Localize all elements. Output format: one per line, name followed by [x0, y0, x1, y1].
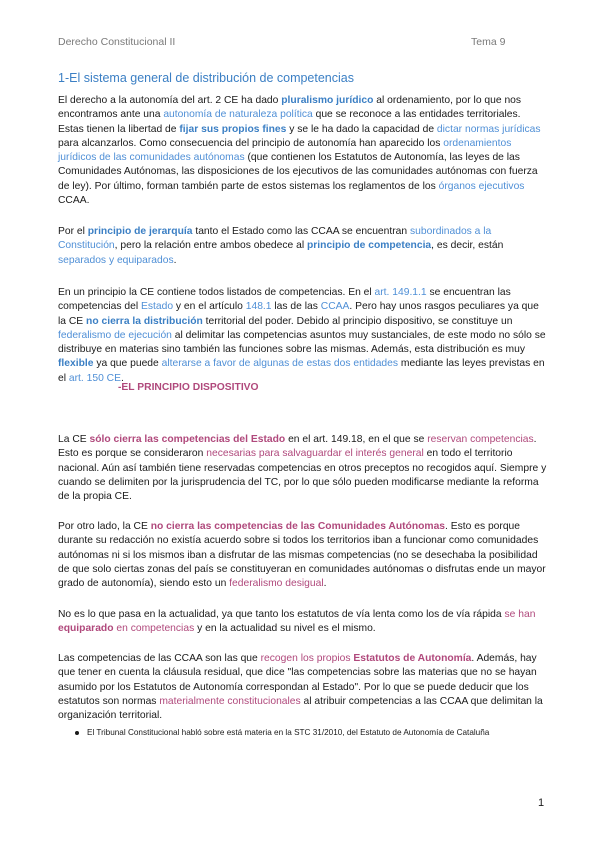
- paragraph-actualidad: No es lo que pasa en la actualidad, ya que tanto los estatutos de vía lenta como los de vía rápida se han equiparado en competencias y en la actualidad su nivel es el mismo.: [58, 609, 536, 635]
- paragraph-competencias-ccaa: Las competencias de las CCAA son las que recogen los propios Estatutos de Autonomía. Además, hay que tener en cuenta la cláusula residual, que dice "las competencias sobre las materias que no se hayan asumido por los Estatutos de Autonomía correspondan al Estado". Por lo que se puede deducir que los estatutos son normas materialmente constitucionales al atribuir competencias a las CCAA que delimitan la organización territorial.: [58, 653, 543, 722]
- paragraph-no-cierra-ccaa: Por otro lado, la CE no cierra las competencias de las Comunidades Autónomas. Esto es porque durante su redacción no existía acuerdo sobre si todos los territorios iban a funcionar como comunidades autónomas ni si los mismos iban a disfrutar de las mismas competencias (no se desechaba la posibilidad de que solo ciertas zonas del país se constituyeran en comunidades autónomas o disfrutas ende un mayor grado de autonomía), siendo esto un federalismo desigual.: [58, 521, 546, 590]
- page-number: 1: [538, 797, 545, 809]
- subsection-title: -EL PRINCIPIO DISPOSITIVO: [118, 382, 259, 393]
- paragraph-cierra-estado: La CE sólo cierra las competencias del Estado en el art. 149.18, en el que se reservan competencias. Esto es porque se consideraron necesarias para salvaguardar el interés general en todo el territorio nacional. Aún así también tiene reservadas competencias en otros preceptos no recogidos aquí. Siempre y cuando se delimiten por la jurisprudencia del TC, por lo que sólo pueden modificarse mediante la reforma de la propia CE.: [58, 434, 547, 503]
- section-title: 1-El sistema general de distribución de competencias: [58, 71, 354, 85]
- bullet-list-item: El Tribunal Constitucional habló sobre está materia en la STC 31/2010, del Estatuto de Autonomía de Cataluña: [75, 727, 555, 738]
- bullet-dot-icon: [75, 731, 79, 735]
- paragraph-autonomia: El derecho a la autonomía del art. 2 CE ha dado pluralismo jurídico al ordenamiento, por lo que nos encontramos ante una autonomía de naturaleza política que se reconoce a las entidades territoriales. Estas tienen la libertad de fijar sus propios fines y se le ha dado la capacidad de dictar normas jurídicas para alcanzarlos. Como consecuencia del principio de autonomía han aparecido los ordenamientos jurídicos de las comunidades autónomas (que contienen los Estatutos de Autonomía, las leyes de las Comunidades Autónomas, las disposiciones de los ejecutivos de las comunidades autónomas con fuerza de ley). Por último, forman también parte de estos sistemas los reglamentos de los órganos ejecutivos CCAA.: [58, 95, 541, 207]
- paragraph-jerarquia: Por el principio de jerarquía tanto el Estado como las CCAA se encuentran subordinados a la Constitución, pero la relación entre ambos obedece al principio de competencia, es decir, están separados y equiparados.: [58, 226, 504, 266]
- header-subject: Derecho Constitucional II: [58, 36, 176, 48]
- header-topic: Tema 9: [471, 36, 506, 48]
- paragraph-listados: En un principio la CE contiene todos listados de competencias. En el art. 149.1.1 se encuentran las competencias del Estado y en el artículo 148.1 las de las CCAA. Pero hay unos rasgos peculiares ya que la CE no cierra la distribución territorial del poder. Debido al principio dispositivo, se constituye un federalismo de ejecución al delimitar las competencias asuntos muy sustanciales, de este modo no sólo se distribuye en materias sino también las funciones sobre las mismas. Además, esta distribución es muy flexible ya que puede alterarse a favor de algunas de estas dos entidades mediante las leyes previstas en el art. 150 CE.: [58, 287, 546, 384]
